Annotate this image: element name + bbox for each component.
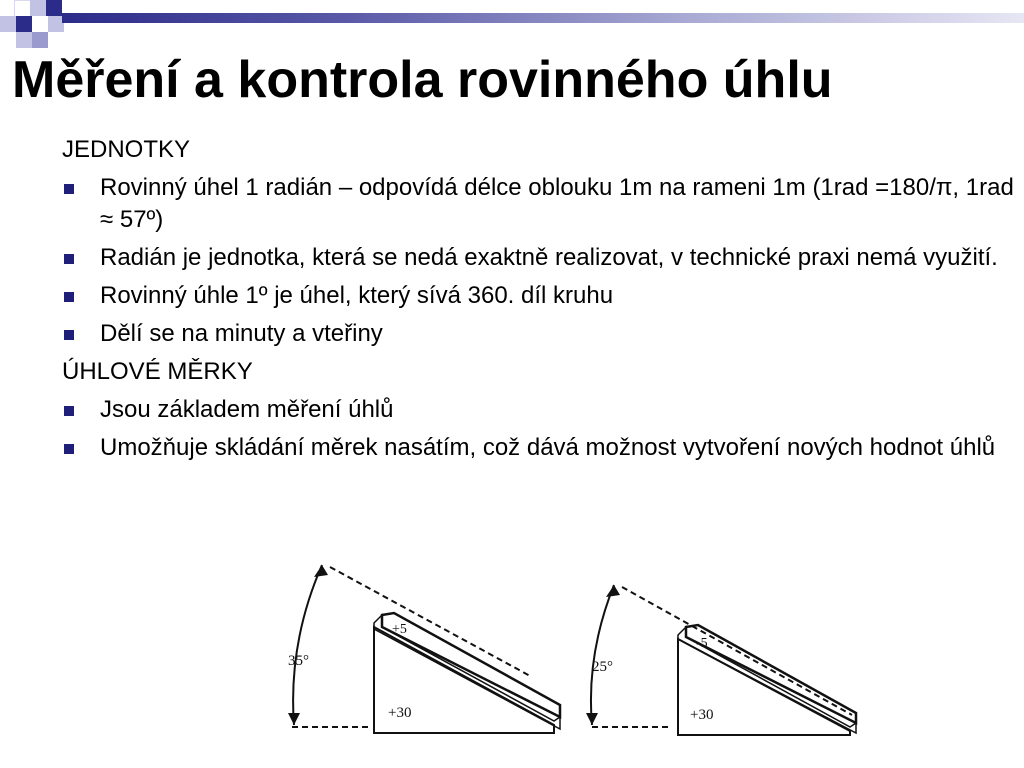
- block-label-top: -5: [696, 636, 708, 651]
- block-label-bottom: +30: [690, 707, 714, 723]
- bullet-item: [62, 318, 1022, 350]
- arc-arrowhead: [606, 585, 620, 597]
- slide-title: Měření a kontrola rovinného úhlu: [12, 51, 833, 109]
- angle-dashed-line: [622, 587, 852, 715]
- deco-square: [16, 16, 32, 32]
- bullet-item: [62, 280, 1022, 312]
- bullet-square-icon: [64, 444, 74, 454]
- angle-label: 35°: [288, 653, 309, 669]
- title-gradient-bar: [62, 13, 1024, 23]
- arc-arrowhead: [586, 713, 598, 725]
- section-heading-units: JEDNOTKY: [62, 136, 191, 163]
- bullet-item: [62, 242, 1022, 274]
- gauge-assembly-right: [586, 585, 856, 735]
- bullet-item: [62, 172, 1022, 236]
- bullet-item: [62, 394, 1022, 426]
- slide-content: [62, 134, 1022, 470]
- bullet-text: Jsou základem měření úhlů: [100, 396, 394, 423]
- angle-label: 25°: [592, 659, 613, 675]
- deco-square: [32, 32, 48, 48]
- angle-dashed-line: [330, 567, 532, 677]
- arc-arrowhead: [288, 713, 300, 725]
- block-label-bottom: +30: [388, 705, 412, 721]
- bullet-text: Dělí se na minuty a vteřiny: [100, 320, 383, 347]
- section-heading-gauges: ÚHLOVÉ MĚRKY: [62, 358, 253, 385]
- bullet-text: Umožňuje skládání měrek nasátím, což dává možnost vytvoření nových hodnot úhlů: [100, 434, 996, 461]
- bullet-square-icon: [64, 254, 74, 264]
- arc-arrowhead: [314, 565, 328, 577]
- bullet-text: Rovinný úhle 1º je úhel, který sívá 360. díl kruhu: [100, 282, 614, 309]
- deco-square: [32, 16, 48, 32]
- bullet-item: [62, 432, 1022, 464]
- gauge-assembly-left: [288, 565, 560, 733]
- deco-square: [30, 0, 46, 16]
- bullet-square-icon: [64, 292, 74, 302]
- angle-gauge-figure: [270, 555, 890, 765]
- bullet-square-icon: [64, 330, 74, 340]
- deco-square: [0, 16, 16, 32]
- deco-square: [16, 32, 32, 48]
- angle-arc: [591, 585, 614, 725]
- bullet-text: Rovinný úhel 1 radián – odpovídá délce oblouku 1m na rameni 1m (1rad =180/π, 1rad ≈ 57º): [100, 174, 1014, 233]
- bullet-square-icon: [64, 184, 74, 194]
- block-label-top: +5: [392, 622, 407, 637]
- bullet-square-icon: [64, 406, 74, 416]
- bullet-text: Radián je jednotka, která se nedá exaktně realizovat, v technické praxi nemá využití.: [100, 244, 998, 271]
- deco-square: [46, 0, 62, 16]
- gauge-block-top: [382, 613, 560, 717]
- angle-arc: [293, 565, 322, 725]
